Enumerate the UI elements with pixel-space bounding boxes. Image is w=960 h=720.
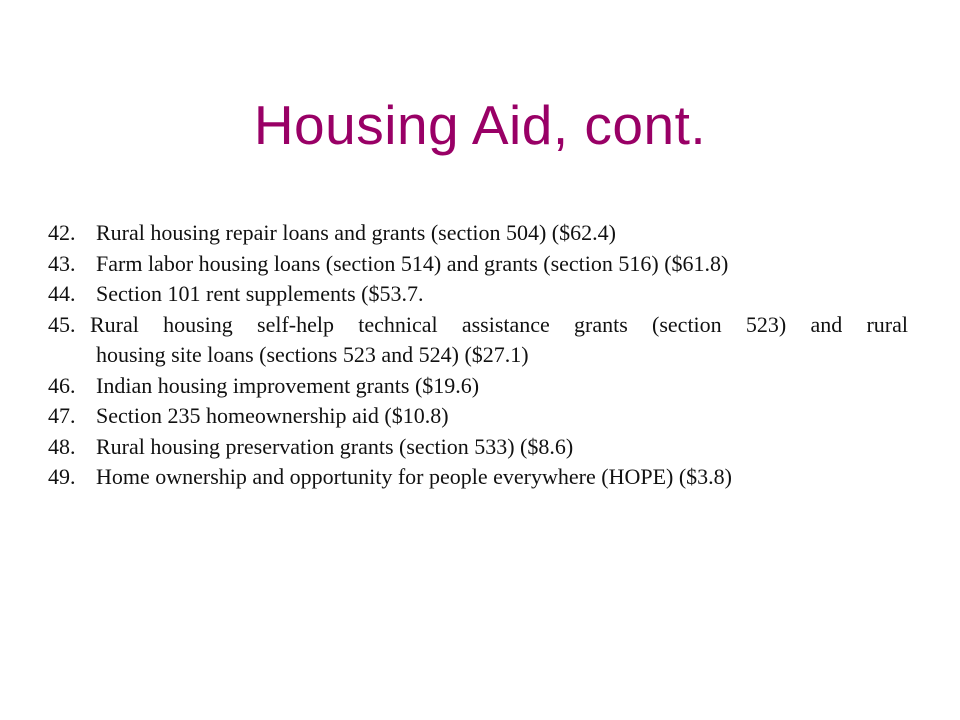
slide-title: Housing Aid, cont.: [253, 94, 707, 156]
item-text-line-2: housing site loans (sections 523 and 524) ($27.1): [96, 342, 529, 367]
item-number: 48.: [48, 433, 76, 459]
item-number: 43.: [48, 250, 76, 276]
list-item: [48, 310, 918, 371]
item-number: 49.: [48, 464, 76, 489]
item-number: 42.: [48, 220, 76, 245]
list-item: [48, 432, 918, 463]
item-text: Rural housing repair loans and grants (section 504) ($62.4): [96, 220, 616, 245]
item-number: 46.: [48, 372, 76, 398]
item-text: Indian housing improvement grants ($19.6): [96, 372, 480, 398]
item-number: 47.: [48, 403, 76, 428]
list-item: [48, 401, 918, 432]
housing-aid-list: [48, 218, 918, 493]
item-text: Section 101 rent supplements ($53.7.: [96, 281, 424, 306]
item-number: 44.: [48, 281, 76, 306]
item-text: [90, 310, 918, 371]
list-item: [48, 218, 918, 249]
item-text: Farm labor housing loans (section 514) and grants (section 516) ($61.8): [96, 250, 729, 276]
list-item: [48, 371, 918, 402]
item-text-line-1: Rural housing self-help technical assistance grants (section 523) and rural: [90, 311, 908, 337]
item-text: Home ownership and opportunity for people everywhere (HOPE) ($3.8): [96, 464, 732, 489]
list-item: [48, 279, 918, 310]
item-text: Section 235 homeownership aid ($10.8): [96, 403, 449, 428]
list-item: [48, 462, 918, 493]
item-number: 45.: [48, 311, 76, 337]
list-item: [48, 249, 918, 280]
item-text: Rural housing preservation grants (section 533) ($8.6): [96, 433, 574, 459]
